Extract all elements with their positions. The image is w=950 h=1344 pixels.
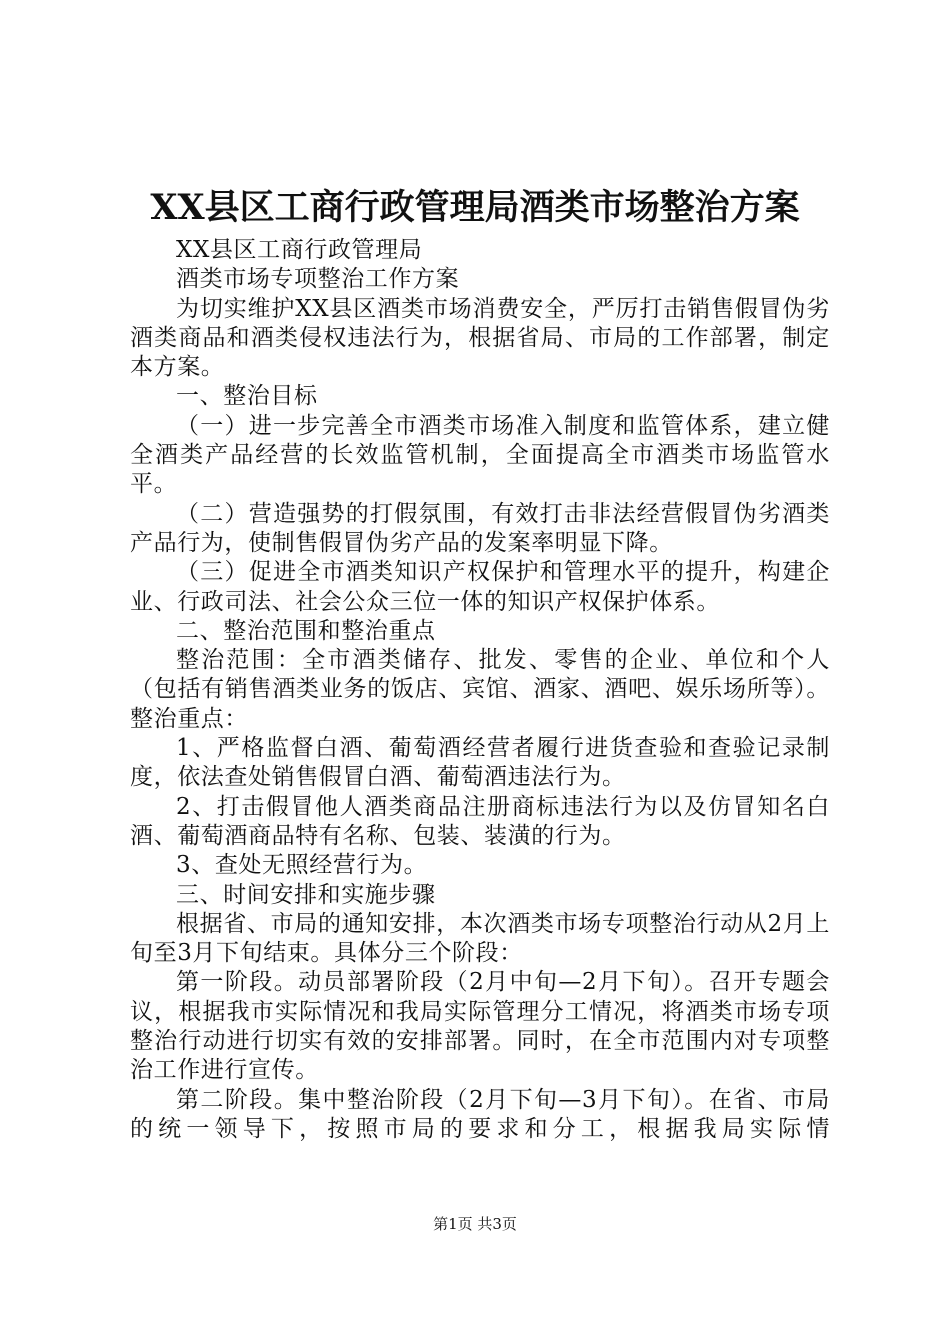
paragraph-stage-2: 第二阶段。集中整治阶段（2月下旬—3月下旬）。在省、市局的统一领导下，按照市局的要求和分工，根据我局实际情 bbox=[130, 1086, 830, 1142]
paragraph-goal-3: （三）促进全市酒类知识产权保护和管理水平的提升，构建企业、行政司法、社会公众三位一体的知识产权保护体系。 bbox=[130, 559, 830, 615]
paragraph-focus-2: 2、打击假冒他人酒类商品注册商标违法行为以及仿冒知名白酒、葡萄酒商品特有名称、包装、装潢的行为。 bbox=[130, 793, 830, 849]
section-heading-goals: 一、整治目标 bbox=[176, 383, 318, 410]
paragraph-intro: 为切实维护XX县区酒类市场消费安全，严厉打击销售假冒伪劣酒类商品和酒类侵权违法行为，根据省局、市局的工作部署，制定本方案。 bbox=[130, 295, 830, 381]
section-heading-schedule: 三、时间安排和实施步骤 bbox=[176, 881, 436, 908]
paragraph-focus-3: 3、查处无照经营行为。 bbox=[176, 852, 428, 879]
paragraph-subtitle: 酒类市场专项整治工作方案 bbox=[176, 266, 460, 293]
document-body bbox=[130, 236, 830, 1144]
page-footer: 第1页 共3页 bbox=[433, 1215, 517, 1233]
paragraph-schedule: 根据省、市局的通知安排，本次酒类市场专项整治行动从2月上旬至3月下旬结束。具体分三个阶段： bbox=[130, 910, 830, 967]
paragraph-focus-1: 1、严格监督白酒、葡萄酒经营者履行进货查验和查验记录制度，依法查处销售假冒白酒、葡萄酒违法行为。 bbox=[130, 735, 830, 791]
paragraph-goal-1: （一）进一步完善全市酒类市场准入制度和监管体系，建立健全酒类产品经营的长效监管机制，全面提高全市酒类市场监管水平。 bbox=[130, 412, 830, 498]
paragraph-scope: 整治范围：全市酒类储存、批发、零售的企业、单位和个人（包括有销售酒类业务的饭店、宾馆、酒家、酒吧、娱乐场所等）。整治重点： bbox=[130, 647, 830, 732]
paragraph-stage-1: 第一阶段。动员部署阶段（2月中旬—2月下旬）。召开专题会议，根据我市实际情况和我局实际管理分工情况，将酒类市场专项整治行动进行切实有效的安排部署。同时，在全市范围内对专项整治工作进行宣传。 bbox=[130, 969, 830, 1084]
paragraph-issuer: XX县区工商行政管理局 bbox=[176, 237, 423, 263]
section-heading-scope: 二、整治范围和整治重点 bbox=[176, 617, 436, 644]
paragraph-goal-2: （二）营造强势的打假氛围，有效打击非法经营假冒伪劣酒类产品行为，使制售假冒伪劣产品的发案率明显下降。 bbox=[130, 500, 830, 556]
document-title: XX县区工商行政管理局酒类市场整治方案 bbox=[150, 187, 800, 228]
